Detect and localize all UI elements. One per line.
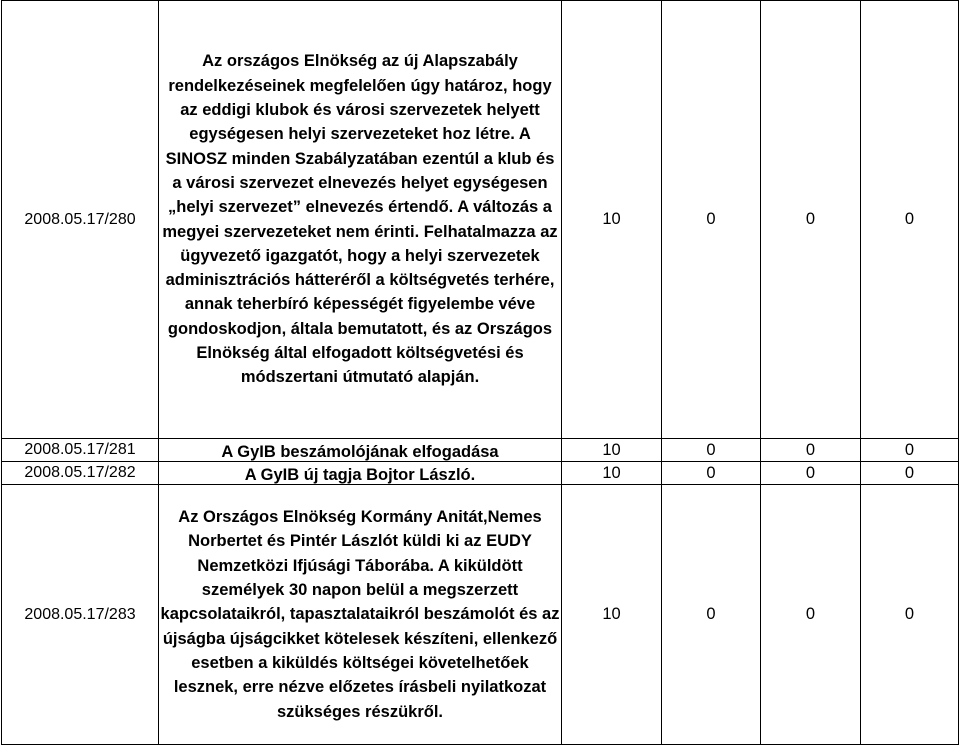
vote-value-3: 0 xyxy=(761,462,861,485)
vote-value-2: 0 xyxy=(662,462,761,485)
resolution-id: 2008.05.17/282 xyxy=(2,462,159,485)
resolution-text: Az Országos Elnökség Kormány Anitát,Nemes Norbertet és Pintér Lászlót küldi ki az EUDY Nemzetközi Ifjúsági Táborába. A kiküldött személyek 30 napon belül a megszerzett kapcsolataikról, tapasztalataikról beszámolót és az újságba újságcikket kötelesek készíteni, ellenkező esetben a kiküldés költségei követelhetőek lesznek, erre nézve előzetes írásbeli nyilatkozat szükséges részükről. xyxy=(159,485,562,745)
vote-value-3: 0 xyxy=(761,1,861,439)
resolution-text xyxy=(159,462,562,485)
vote-value-4: 0 xyxy=(861,462,959,485)
vote-value-3: 0 xyxy=(761,439,861,462)
vote-value-4: 0 xyxy=(861,485,959,745)
vote-value-4: 0 xyxy=(861,439,959,462)
resolution-text-content: A GyIB beszámolójának elfogadása xyxy=(221,443,499,461)
vote-value-4: 0 xyxy=(861,1,959,439)
resolution-text xyxy=(159,439,562,462)
table-row xyxy=(2,485,959,745)
vote-value-2: 0 xyxy=(662,485,761,745)
vote-value-1: 10 xyxy=(562,1,662,439)
vote-value-2: 0 xyxy=(662,1,761,439)
vote-value-3: 0 xyxy=(761,485,861,745)
vote-value-1: 10 xyxy=(562,485,662,745)
resolution-text: Az országos Elnökség az új Alapszabály rendelkezéseinek megfelelően úgy határoz, hogy az eddigi klubok és városi szervezetek helyett egységesen helyi szervezeteket hoz létre. A SINOSZ minden Szabályzatában ezentúl a klub és a városi szervezet elnevezés helyet egységesen „helyi szervezet” elnevezés értendő. A változás a megyei szervezeteket nem érinti. Felhatalmazza az ügyvezető igazgatót, hogy a helyi szervezetek adminisztrációs hátteréről a költségvetés terhére, annak teherbíró képességét figyelembe véve gondoskodjon, általa bemutatott, és az Országos Elnökség által elfogadott költségvetési és módszertani útmutató alapján. xyxy=(159,1,562,439)
vote-value-2: 0 xyxy=(662,439,761,462)
vote-value-1: 10 xyxy=(562,462,662,485)
resolution-id: 2008.05.17/281 xyxy=(2,439,159,462)
resolution-id: 2008.05.17/283 xyxy=(2,485,159,745)
table-row xyxy=(2,462,959,485)
resolution-id: 2008.05.17/280 xyxy=(2,1,159,439)
resolution-text-content: A GyIB új tagja Bojtor László. xyxy=(244,466,476,484)
vote-value-1: 10 xyxy=(562,439,662,462)
resolutions-table xyxy=(1,0,959,745)
table-row xyxy=(2,439,959,462)
table-row xyxy=(2,1,959,439)
